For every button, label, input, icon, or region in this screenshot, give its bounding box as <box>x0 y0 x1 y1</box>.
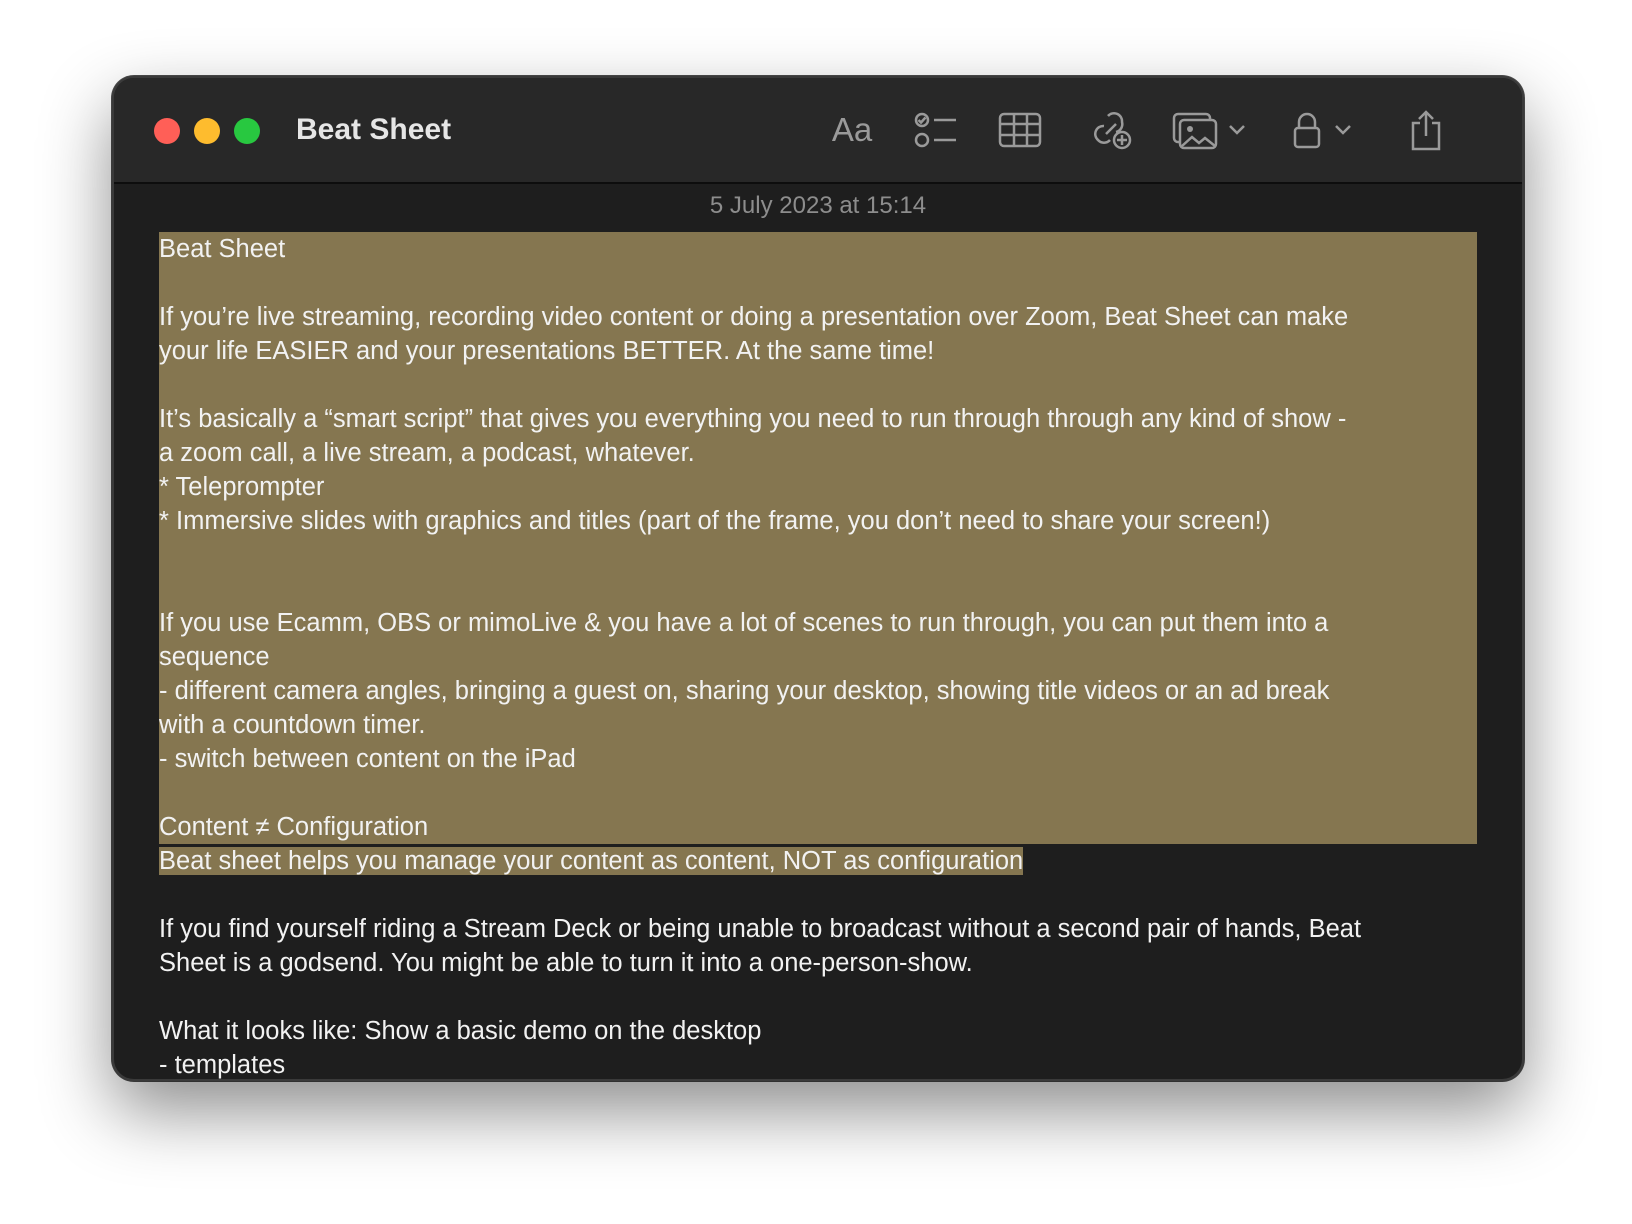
note-line: * Teleprompter <box>159 470 1477 504</box>
title-bar <box>114 78 1522 184</box>
collaborate-button[interactable] <box>1086 104 1138 156</box>
note-line: sequence <box>159 640 1477 674</box>
media-icon <box>1172 110 1218 150</box>
note-line: a zoom call, a live stream, a podcast, whatever. <box>159 436 1477 470</box>
note-line <box>159 776 1477 810</box>
note-line <box>159 980 1469 1014</box>
lock-icon <box>1292 110 1322 150</box>
share-icon <box>1409 109 1443 151</box>
zoom-window-button[interactable] <box>234 118 260 144</box>
checklist-icon <box>914 110 958 150</box>
note-line: with a countdown timer. <box>159 708 1477 742</box>
media-button[interactable] <box>1172 104 1252 156</box>
note-line: - different camera angles, bringing a guest on, sharing your desktop, showing title videos or an ad break <box>159 674 1477 708</box>
note-line <box>159 266 1477 300</box>
share-button[interactable] <box>1404 104 1448 156</box>
note-line: your life EASIER and your presentations BETTER. At the same time! <box>159 334 1477 368</box>
note-line: It’s basically a “smart script” that gives you everything you need to run through through any kind of show - <box>159 402 1477 436</box>
chevron-down-icon <box>1226 123 1248 137</box>
note-line: If you use Ecamm, OBS or mimoLive & you have a lot of scenes to run through, you can put them into a <box>159 606 1477 640</box>
minimize-window-button[interactable] <box>194 118 220 144</box>
table-icon <box>998 112 1042 148</box>
note-line: Content ≠ Configuration <box>159 810 1477 844</box>
note-line <box>159 538 1477 572</box>
note-line: - templates <box>159 1051 286 1079</box>
note-line: - switch between content on the iPad <box>159 742 1477 776</box>
checklist-button[interactable] <box>910 104 962 156</box>
note-line <box>159 878 1469 912</box>
note-line: Sheet is a godsend. You might be able to turn it into a one-person-show. <box>159 949 973 977</box>
note-line: Beat Sheet <box>159 232 1477 266</box>
lock-button[interactable] <box>1292 104 1362 156</box>
note-line: What it looks like: Show a basic demo on the desktop <box>159 1017 762 1045</box>
note-line: Beat sheet helps you manage your content as content, NOT as configuration <box>159 847 1024 875</box>
collaborate-icon <box>1090 108 1134 152</box>
note-line: If you’re live streaming, recording video content or doing a presentation over Zoom, Beat Sheet can make <box>159 300 1477 334</box>
note-line <box>159 572 1477 606</box>
format-text-icon: Aa <box>831 111 873 148</box>
close-window-button[interactable] <box>154 118 180 144</box>
note-line <box>159 368 1477 402</box>
note-line: If you find yourself riding a Stream Deck or being unable to broadcast without a second pair of hands, Beat <box>159 915 1362 943</box>
window-title: Beat Sheet <box>296 113 452 146</box>
table-button[interactable] <box>994 104 1046 156</box>
note-line: * Immersive slides with graphics and titles (part of the frame, you don’t need to share your screen!) <box>159 504 1477 538</box>
note-date: 5 July 2023 at 15:14 <box>709 192 927 219</box>
note-body[interactable] <box>159 232 1469 1081</box>
format-text-button[interactable] <box>822 104 882 156</box>
notes-window <box>112 76 1524 1081</box>
chevron-down-icon <box>1332 123 1354 137</box>
